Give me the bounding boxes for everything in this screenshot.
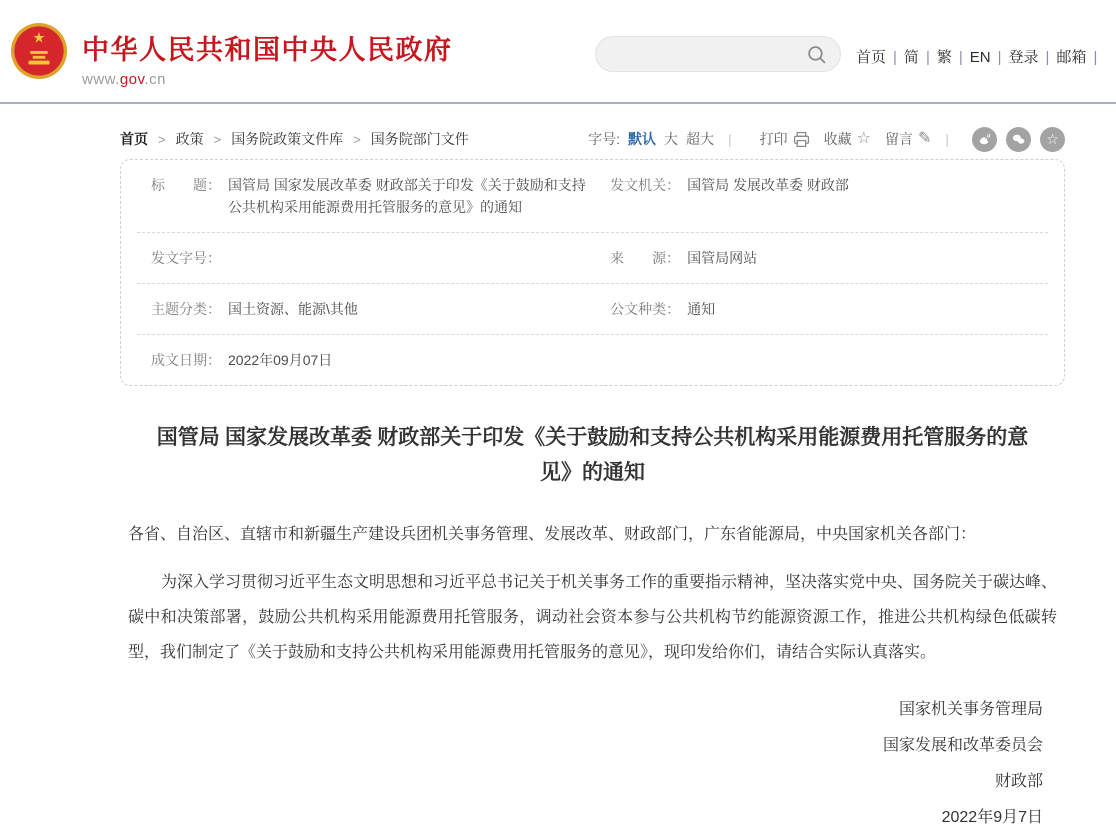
meta-row-title [137, 160, 1048, 232]
font-size-xlarge[interactable]: 超大 [685, 131, 714, 147]
meta-label-date: 成文日期： [151, 352, 221, 368]
signature-line: 国家机关事务管理局 [898, 701, 1043, 718]
url-gov: gov [119, 71, 145, 88]
search-icon[interactable] [806, 43, 828, 65]
breadcrumb-separator: > [213, 132, 222, 147]
breadcrumb [120, 129, 469, 149]
site-url [82, 71, 453, 88]
nav-separator: | [893, 49, 897, 66]
meta-value-date: 2022年09月07日 [228, 352, 333, 368]
comment-label: 留言 [884, 131, 913, 147]
comment-button[interactable] [885, 129, 931, 149]
meta-value-category: 国土资源、能源\其他 [228, 301, 358, 317]
print-label: 打印 [759, 131, 788, 147]
meta-value-title: 国管局 国家发展改革委 财政部关于印发《关于鼓励和支持公共机构采用能源费用托管服务的意见》的通知 [228, 177, 586, 215]
meta-row-category [137, 283, 1048, 334]
nav-separator: | [997, 49, 1002, 66]
toolbar-divider: | [727, 131, 732, 147]
search-input[interactable] [612, 46, 806, 62]
weibo-icon [977, 132, 992, 147]
meta-row-doc-number [137, 232, 1048, 283]
font-size-default[interactable]: 默认 [627, 131, 656, 147]
site-logo[interactable] [10, 22, 453, 88]
signature-line: 国家发展和改革委员会 [882, 737, 1043, 754]
nav-traditional[interactable]: 繁 [936, 49, 952, 66]
pencil-icon: ✎ [917, 130, 932, 147]
svg-text:★: ★ [32, 30, 46, 47]
share-weibo-button[interactable] [972, 127, 997, 152]
favorite-label: 收藏 [823, 131, 852, 147]
url-cn: .cn [144, 71, 166, 88]
nav-separator: | [925, 49, 930, 66]
top-nav [856, 46, 1104, 67]
nav-simplified[interactable]: 简 [903, 49, 919, 66]
meta-label-issuing-agency: 发文机关： [610, 177, 681, 193]
article-salutation: 各省、自治区、直辖市和新疆生产建设兵团机关事务管理、发展改革、财政部门，广东省能源局，中央国家机关各部门： [128, 526, 977, 543]
meta-label-source: 来 源： [610, 250, 681, 266]
document-toolbar [588, 127, 1065, 152]
printer-icon [793, 131, 810, 148]
nav-english[interactable]: EN [969, 49, 991, 66]
share-qzone-button[interactable] [1040, 127, 1065, 152]
document-meta-table [120, 159, 1065, 386]
nav-separator: | [1093, 49, 1098, 66]
star-icon: ☆ [856, 130, 871, 147]
site-titles [82, 22, 453, 88]
site-title: 中华人民共和国中央人民政府 [82, 35, 453, 65]
breadcrumb-policy[interactable]: 政策 [175, 131, 204, 147]
signature-date: 2022年9月7日 [941, 809, 1043, 826]
article-body-paragraph: 为深入学习贯彻习近平生态文明思想和习近平总书记关于机关事务工作的重要指示精神，坚决落实党中央、国务院关于碳达峰、碳中和决策部署，鼓励公共机构采用能源费用托管服务，调动社会资本参与公共机构节约能源资源工作，推进公共机构绿色低碳转型，我们制定了《关于鼓励和支持公共机构采用能源费用托管服务的意见》，现印发给你们，请结合实际认真落实。 [128, 574, 1058, 661]
breadcrumb-toolbar-row [120, 124, 1065, 154]
meta-value-issuing-agency: 国管局 发展改革委 财政部 [687, 177, 849, 193]
font-size-large[interactable]: 大 [663, 131, 678, 147]
url-www: www. [82, 71, 120, 88]
meta-label-doc-number: 发文字号： [151, 250, 221, 266]
main-content [120, 124, 1065, 836]
breadcrumb-home[interactable]: 首页 [120, 131, 148, 147]
article-title: 国管局 国家发展改革委 财政部关于印发《关于鼓励和支持公共机构采用能源费用托管服务的意见》的通知 [156, 425, 1029, 484]
site-header [0, 0, 1116, 104]
meta-label-title: 标 题： [151, 177, 221, 193]
breadcrumb-policy-library[interactable]: 国务院政策文件库 [231, 131, 344, 147]
national-emblem-icon [10, 22, 68, 80]
share-wechat-button[interactable] [1006, 127, 1031, 152]
nav-separator: | [958, 49, 963, 66]
nav-separator: | [1045, 49, 1050, 66]
font-size-label: 字号: [588, 131, 620, 147]
nav-mail[interactable]: 邮箱 [1056, 49, 1087, 66]
print-button[interactable] [760, 129, 810, 149]
nav-home[interactable]: 首页 [856, 49, 887, 66]
meta-label-doc-type: 公文种类： [610, 301, 681, 317]
meta-value-doc-type: 通知 [687, 301, 716, 317]
wechat-icon [1011, 132, 1026, 147]
breadcrumb-separator: > [158, 132, 166, 147]
qzone-star-icon: ☆ [1046, 131, 1059, 147]
favorite-button[interactable] [824, 129, 871, 149]
signature-block [120, 692, 1065, 836]
signature-line: 财政部 [994, 773, 1043, 790]
search-box[interactable] [595, 36, 841, 72]
meta-label-category: 主题分类： [151, 301, 221, 317]
meta-value-source: 国管局网站 [687, 250, 758, 266]
breadcrumb-separator: > [353, 132, 361, 147]
nav-login[interactable]: 登录 [1008, 49, 1039, 66]
meta-row-date [137, 334, 1048, 385]
breadcrumb-department-docs[interactable]: 国务院部门文件 [370, 131, 469, 147]
toolbar-divider: | [945, 131, 949, 147]
